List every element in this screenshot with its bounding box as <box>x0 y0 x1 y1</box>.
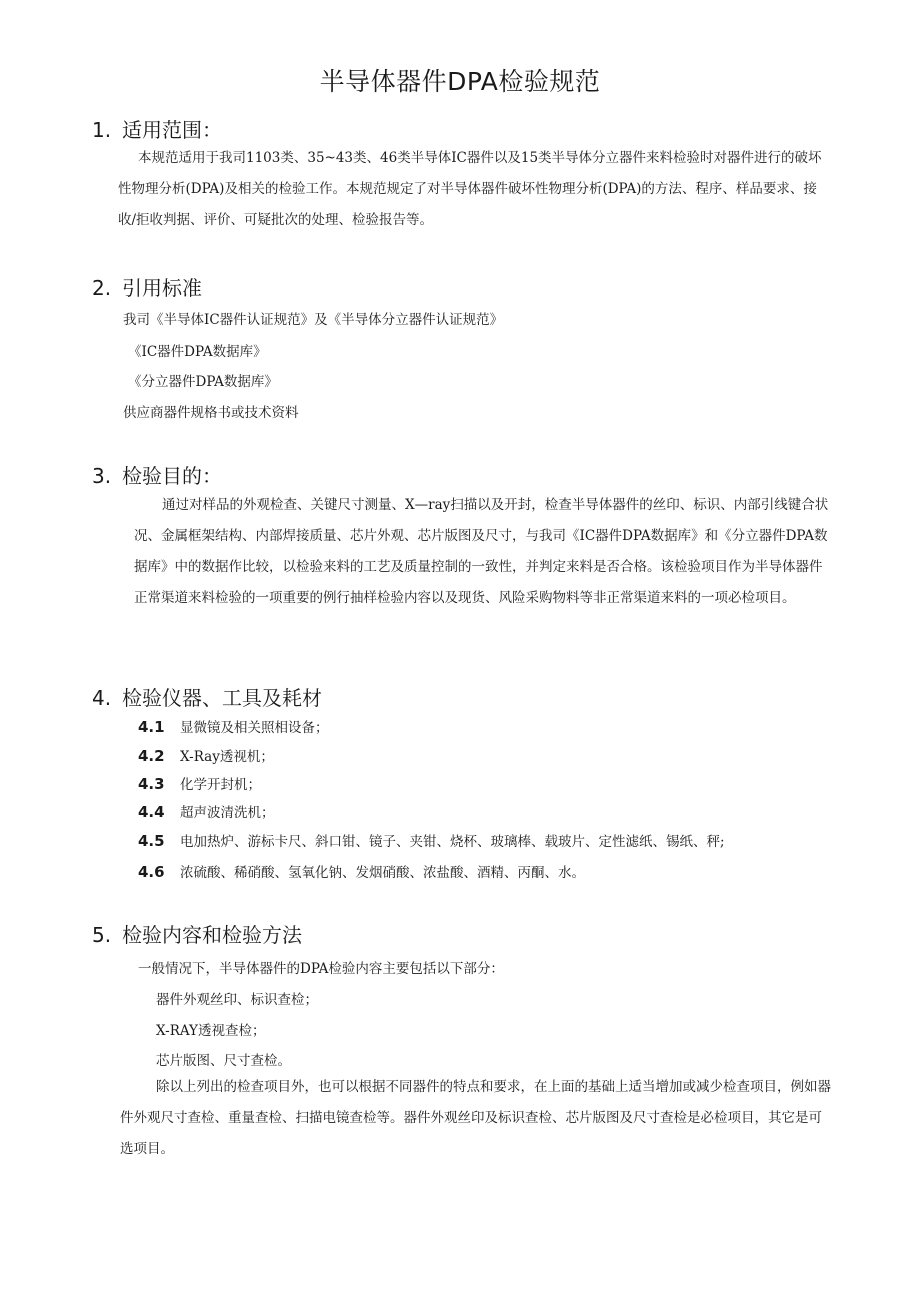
section-4-heading <box>92 682 322 711</box>
equipment-item-number: 4.1 <box>138 718 165 736</box>
equipment-item-number: 4.3 <box>138 775 165 793</box>
equipment-item-number: 4.4 <box>138 803 165 821</box>
equipment-item <box>138 861 585 881</box>
section-5-heading <box>92 919 302 948</box>
section-5-intro: 一般情况下，半导体器件的DPA检验内容主要包括以下部分： <box>138 961 504 977</box>
section-5-title: 检验内容和检验方法 <box>122 923 302 947</box>
section-5-number: 5. <box>92 923 112 947</box>
equipment-item <box>138 745 274 765</box>
section-3-number: 3. <box>92 464 112 488</box>
reference-item: 我司《半导体IC器件认证规范》及《半导体分立器件认证规范》 <box>123 312 504 328</box>
section-5-body: 除以上列出的检查项目外，也可以根据不同器件的特点和要求，在上面的基础上适当增加或减少检查项目，例如器件外观尺寸查检、重量查检、扫描电镜查检等。器件外观丝印及标识查检、芯片版图及尺寸查检是必检项目，其它是可选项目。 <box>120 1079 831 1157</box>
section-4-number: 4. <box>92 686 112 710</box>
inspection-content-item: 芯片版图、尺寸查检。 <box>156 1053 291 1069</box>
section-1-title: 适用范围： <box>122 118 222 142</box>
section-2-number: 2. <box>92 276 112 300</box>
equipment-item <box>138 716 329 736</box>
reference-item: 供应商器件规格书或技术资料 <box>123 405 299 421</box>
equipment-item-text: X-Ray透视机； <box>180 749 274 765</box>
document-title: 半导体器件DPA检验规范 <box>319 67 601 96</box>
section-3-heading <box>92 460 222 489</box>
equipment-item <box>138 801 275 821</box>
equipment-item-text: 超声波清洗机； <box>180 805 275 821</box>
equipment-item <box>138 830 725 850</box>
inspection-content-item: X-RAY透视查检； <box>156 1023 266 1039</box>
section-4-title: 检验仪器、工具及耗材 <box>122 686 322 710</box>
equipment-item-text: 化学开封机； <box>180 777 261 793</box>
section-3-body: 通过对样品的外观检查、关键尺寸测量、X—ray扫描以及开封，检查半导体器件的丝印、标识、内部引线键合状况、金属框架结构、内部焊接质量、芯片外观、芯片版图及尺寸，与我司《IC器件DPA数据库》和《分立器件DPA数据库》中的数据作比较，以检验来料的工艺及质量控制的一致性，并判定来料是否合格。该检验项目作为半导体器件正常渠道来料检验的一项重要的例行抽样检验内容以及现货、风险采购物料等非正常渠道来料的一项必检项目。 <box>134 497 829 606</box>
section-1-heading <box>92 114 222 143</box>
reference-item: 《分立器件DPA数据库》 <box>128 374 278 390</box>
equipment-item-number: 4.2 <box>138 747 165 765</box>
equipment-item-text: 电加热炉、游标卡尺、斜口钳、镜子、夹钳、烧杯、玻璃棒、载玻片、定性滤纸、锡纸、秤; <box>180 834 725 850</box>
equipment-item-number: 4.6 <box>138 863 165 881</box>
section-3-title: 检验目的： <box>122 464 222 488</box>
equipment-item <box>138 773 261 793</box>
section-2-heading <box>92 272 202 301</box>
equipment-item-text: 浓硫酸、稀硝酸、氢氧化钠、发烟硝酸、浓盐酸、酒精、丙酮、水。 <box>180 865 585 881</box>
equipment-item-text: 显微镜及相关照相设备； <box>180 720 329 736</box>
section-2-title: 引用标准 <box>122 276 202 300</box>
equipment-item-number: 4.5 <box>138 832 165 850</box>
section-1-number: 1. <box>92 118 112 142</box>
inspection-content-item: 器件外观丝印、标识查检； <box>156 992 318 1008</box>
section-1-body: 本规范适用于我司1103类、35~43类、46类半导体IC器件以及15类半导体分立器件来料检验时对器件进行的破坏性物理分析(DPA)及相关的检验工作。本规范规定了对半导体器件破坏性物理分析(DPA)的方法、程序、样品要求、接收/拒收判据、评价、可疑批次的处理、检验报告等。 <box>118 150 822 228</box>
reference-item: 《IC器件DPA数据库》 <box>128 344 267 360</box>
